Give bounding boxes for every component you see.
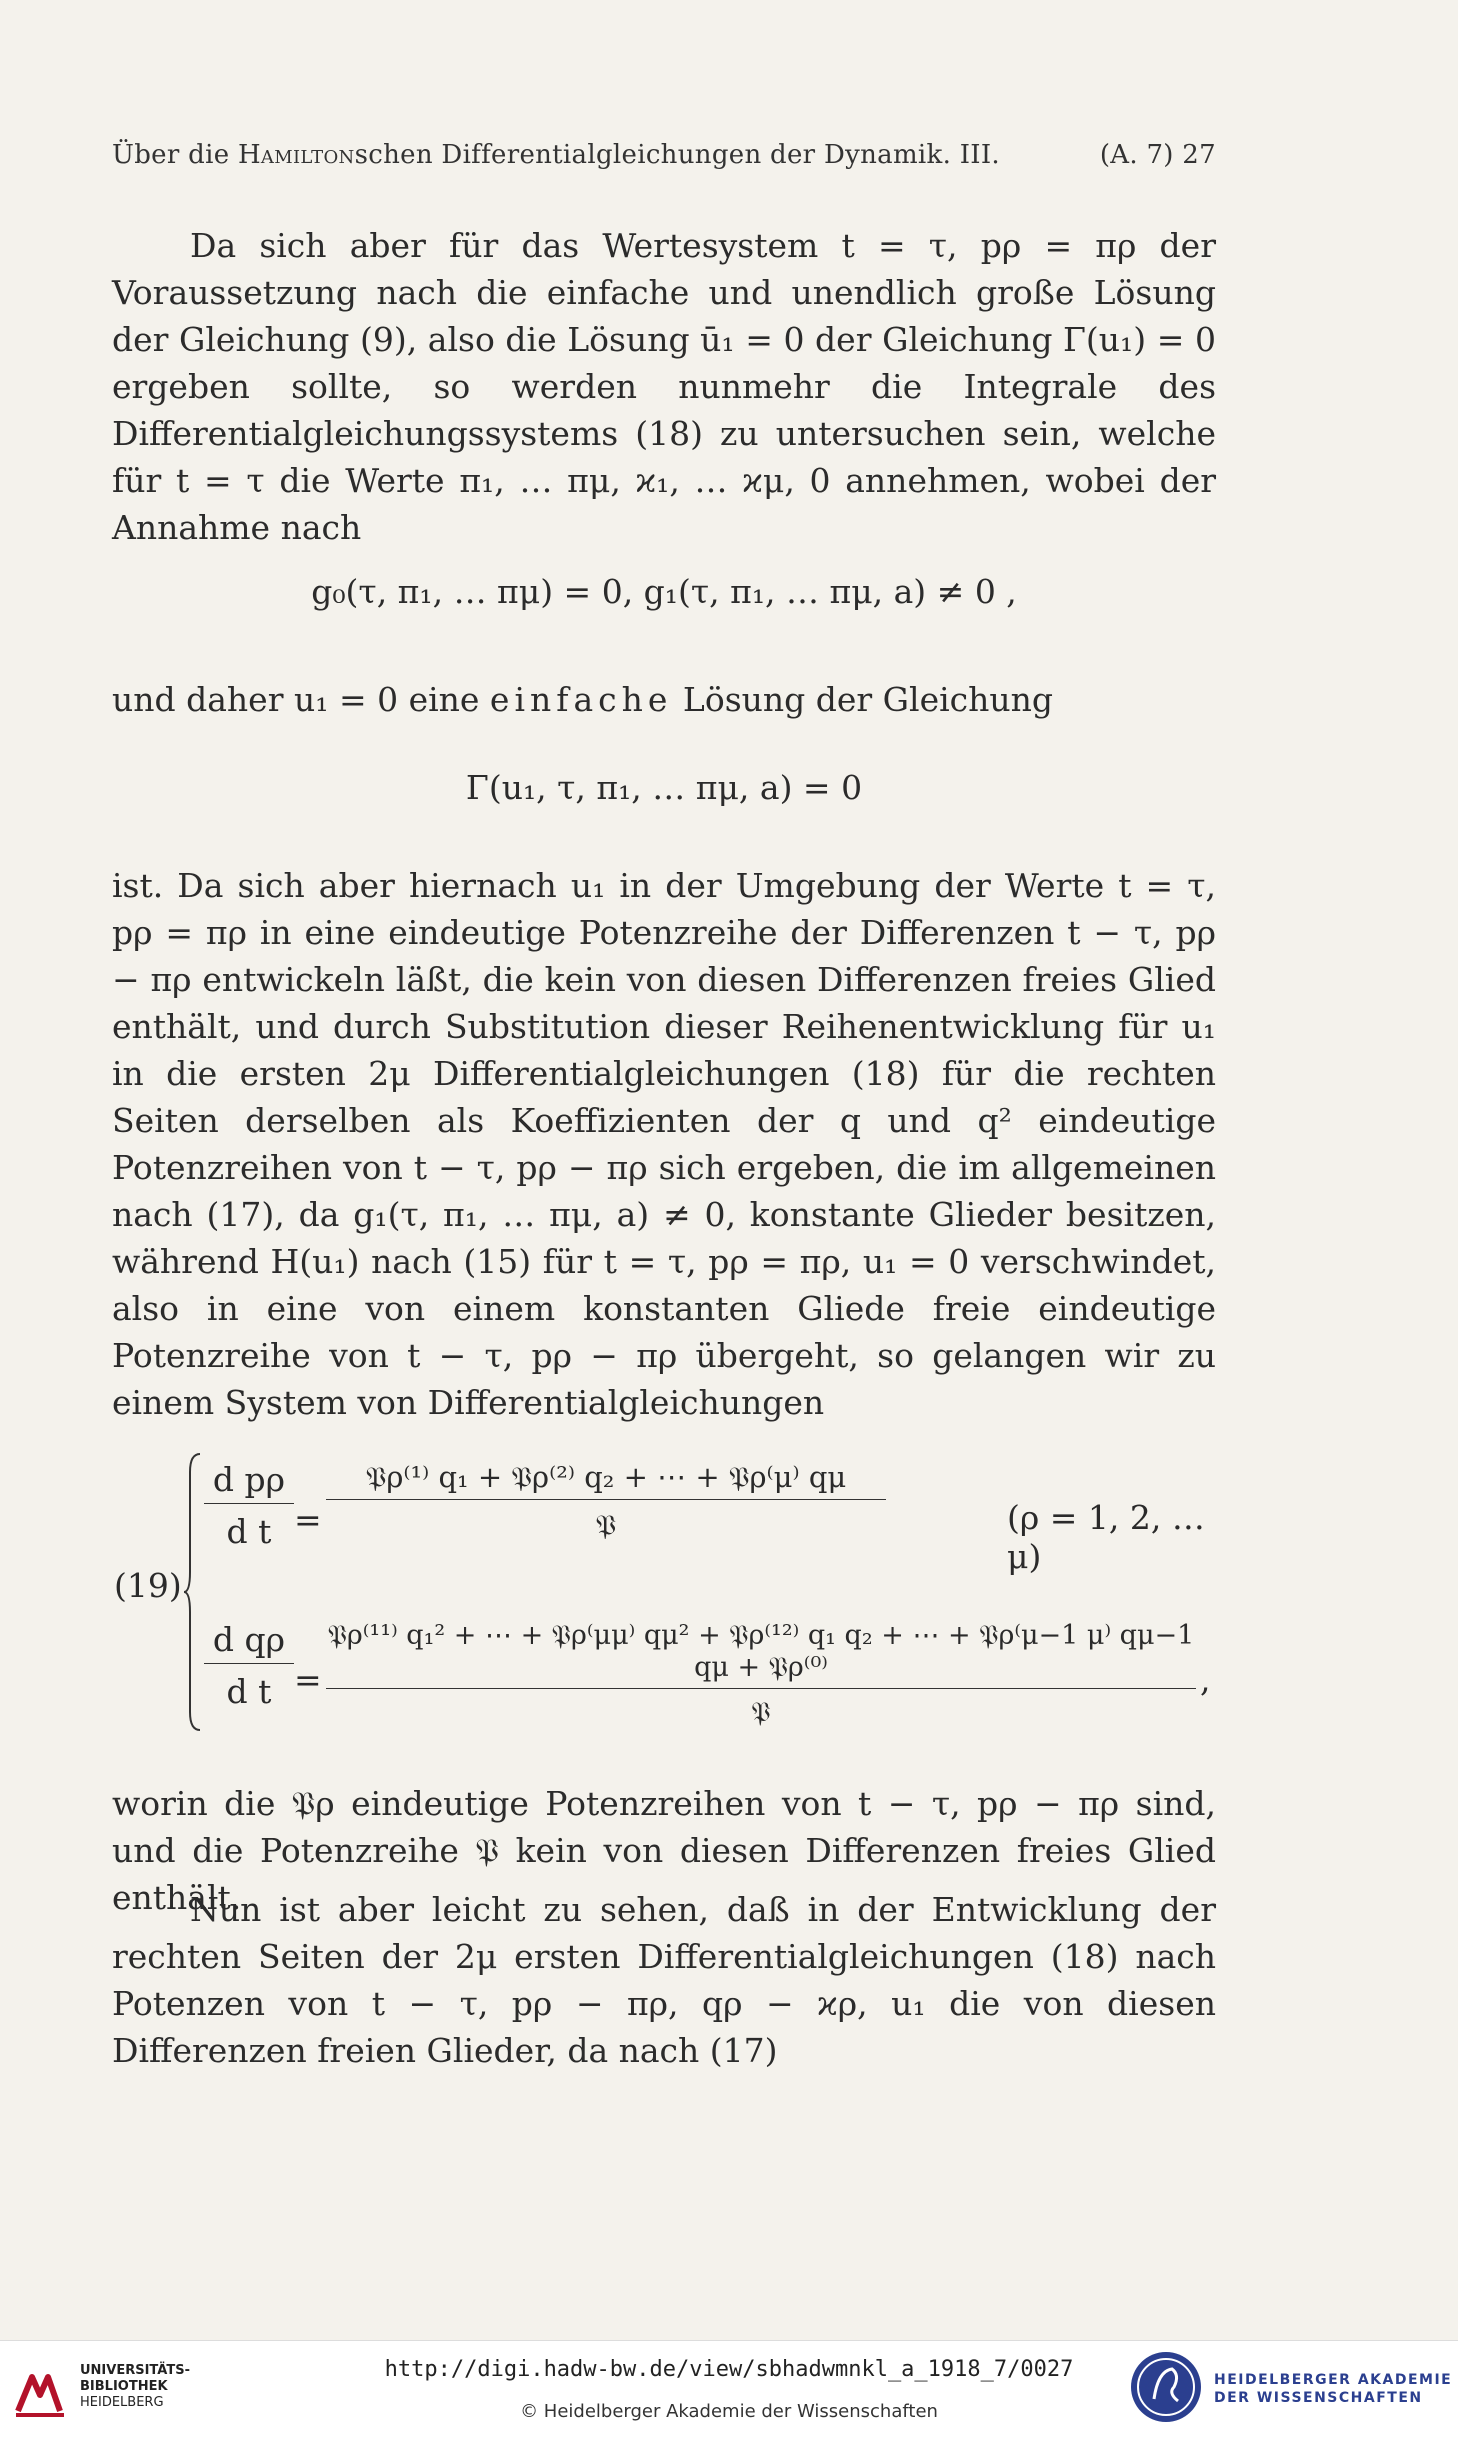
paragraph-2: ist. Da sich aber hiernach u₁ in der Umgebung der Werte t = τ, pρ = πρ in eine eindeutige Potenzreihe der Differenzen t − τ, pρ − πρ entwickeln läßt, die kein von diesen Differenzen freies Glied enthält, und durch Substitution dieser Reihenentwicklung für u₁ in die ersten 2μ Differentialgleichungen (18) für die rechten Seiten derselben als Koeffizienten der q und q² eindeutige Potenzreihen von t − τ, pρ − πρ sich ergeben, die im allgemeinen nach (17), da g₁(τ, π₁, … πμ, a) ≠ 0, konstante Glieder besitzen, während H(u₁) nach (15) für t = τ, pρ = πρ, u₁ = 0 verschwindet, also in eine von einem konstanten Gliede freie eindeutige Potenzreihe von t − τ, pρ − πρ übergeht, so gelangen wir zu einem System von Differentialgleichungen — [112, 866, 1216, 1422]
page-url-link[interactable]: http://digi.hadw-bw.de/view/sbhadwmnkl_a_1918_7/0027 — [384, 2357, 1074, 2382]
page-reference: (A. 7) 27 — [1099, 140, 1216, 170]
equation-gamma: Γ(u₁, τ, π₁, … πμ, a) = 0 — [465, 768, 863, 807]
academy-name: HEIDELBERGER AKADEMIE DER WISSENSCHAFTEN — [1214, 2372, 1453, 2406]
equation-g0-g1: g₀(τ, π₁, … πμ) = 0, g₁(τ, π₁, … πμ, a) ≠ 0 , — [311, 572, 1017, 611]
rhs-a-numerator: 𝔓ρ⁽¹⁾ q₁ + 𝔓ρ⁽²⁾ q₂ + ⋯ + 𝔓ρ⁽μ⁾ qμ — [365, 1460, 847, 1494]
equals-sign-2: = — [294, 1660, 322, 1699]
rhs-a-fraction — [326, 1460, 886, 1543]
line-und-daher: und daher u₁ = 0 eine einfache Lösung der Gleichung — [112, 680, 1054, 719]
paragraph-1: Da sich aber für das Wertesystem t = τ, pρ = πρ der Voraussetzung nach die einfache und unendlich große Lösung der Gleichung (9), also die Lösung ū₁ = 0 der Gleichung Γ(u₁) = 0 ergeben sollte, so werden nunmehr die Integrale des Differentialgleichungssystems (18) zu untersuchen sein, welche für t = τ die Werte π₁, … πμ, ϰ₁, … ϰμ, 0 annehmen, wobei der Annahme nach — [112, 226, 1216, 547]
header-name: Hamilton — [237, 140, 355, 170]
library-name: UNIVERSITÄTS- BIBLIOTHEK HEIDELBERG — [80, 2363, 190, 2410]
trailing-comma: , — [1200, 1660, 1211, 1699]
equals-sign: = — [294, 1500, 322, 1539]
equation-number: (19) — [114, 1566, 182, 1605]
equation-system-19 — [112, 1448, 1222, 1738]
copyright-notice: © Heidelberger Akademie der Wissenschaften — [520, 2401, 938, 2422]
dq-dt-fraction — [204, 1620, 294, 1711]
dt-denominator: d t — [204, 1503, 294, 1551]
header-title: Über die Hamiltonschen Differentialgleichungen der Dynamik. III. — [112, 140, 1000, 170]
rhs-b-denominator: 𝔓 — [326, 1688, 1196, 1729]
spaced-word: einfache — [489, 680, 673, 719]
paragraph-3: worin die 𝔓ρ eindeutige Potenzreihen von t − τ, pρ − πρ sind, und die Potenzreihe 𝔓 kein von diesen Differenzen freies Glied enthält. — [112, 1784, 1216, 1917]
dq-numerator: d qρ — [212, 1620, 286, 1659]
rhs-b-numerator: 𝔓ρ⁽¹¹⁾ q₁² + ⋯ + 𝔓ρ⁽μμ⁾ qμ² + 𝔓ρ⁽¹²⁾ q₁ q₂ + ⋯ + 𝔓ρ⁽μ−1 μ⁾ qμ−1 qμ + 𝔓ρ⁽⁰⁾ — [327, 1620, 1195, 1683]
dp-numerator: d pρ — [212, 1460, 286, 1499]
rhs-a-denominator: 𝔓 — [326, 1499, 886, 1543]
viewer-footer — [0, 2340, 1458, 2438]
dp-dt-fraction — [204, 1460, 294, 1551]
academy-seal-icon — [1128, 2349, 1204, 2425]
paragraph-4: Nun ist aber leicht zu sehen, daß in der Entwicklung der rechten Seiten der 2μ ersten Differentialgleichungen (18) nach Potenzen von t − τ, pρ − πρ, qρ − ϰρ, u₁ die von diesen Differenzen freien Glieder, da nach (17) — [112, 1890, 1216, 2070]
running-header — [112, 140, 1216, 170]
dt-denominator-2: d t — [204, 1663, 294, 1711]
curly-brace-icon — [184, 1452, 202, 1732]
rhs-b-fraction — [326, 1620, 1196, 1729]
index-condition: (ρ = 1, 2, … μ) — [1007, 1498, 1205, 1576]
